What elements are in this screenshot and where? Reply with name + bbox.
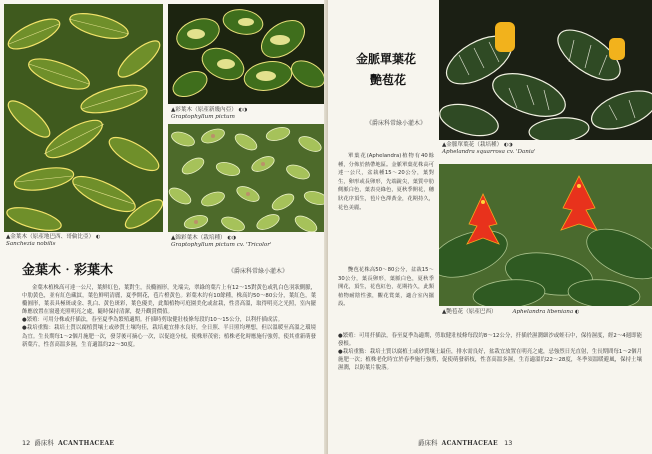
tricolor-caption-latin: Graptophyllum pictum cv. 'Tricolor' xyxy=(171,242,272,248)
zebra-caption-latin: Aphelandra squarrosa cv. 'Dania' xyxy=(442,149,536,155)
light-level-icon: ◐ xyxy=(574,309,580,315)
zebra-caption xyxy=(442,142,536,156)
sanchezia-caption-latin: Sanchezia nobilis xyxy=(6,241,56,247)
series-label: 《爵床科常綠小灌木》 xyxy=(228,268,289,275)
right-page xyxy=(328,0,652,454)
page-title-line2: 艷苞花 xyxy=(370,73,407,87)
graptophyllum-caption xyxy=(171,107,247,121)
light-level-icon: ◐◑ xyxy=(504,142,513,148)
cultivation-paragraph: ●栽培重點：栽培土質以腐植土或砂質壤土最佳，排水需良好，盆栽宜放置在明亮之處，忌強烈日光直射，生長期間每1～2個月施肥一次；植株老化時宜於春季施行強剪，促使萌發新枝，性喜高溫多濕，生育適溫約22～28度，冬季須溫暖避風，保持土壤濕潤，以防葉片脫落。 xyxy=(338,349,642,372)
propagation-paragraph: ●繁殖：可用分株或扦插法，春至夏季為繁殖適期。扦插時剪取健壯枝條每段約10～15公分，以利扦插成活。 xyxy=(22,317,284,324)
propagation-paragraph: ●繁殖：可用扦插法，春至夏季為適期，剪取健壯枝條每段約8～12公分，扦插於濕潤細沙或蛭石中，保持濕度，經2～4週即能發根。 xyxy=(338,333,642,348)
body-paragraph: 金葉木植株高可達一公尺，葉鮮紅色，葉對生，長橢圓形，先端尖，翠綠的葉片上有12～15對黃色或乳白色羽狀側脈，中肋黃色，並有紅色藏紋，葉色鮮明清麗，夏季開花，苞片橙黃色。彩葉木約有10餘種，株高約50～80公分，葉紅色，葉橢圓形，葉表具極斑或金、乳白、黃色斑彩，葉色優美，此類植物可庭園美化或盆栽，性喜高溫，取得明亮之光照，室內擺飾應放置在窗邊光照明亮之處，隨時保持清潔，提升觀賞價值。 xyxy=(22,285,316,316)
intro-text-2 xyxy=(338,266,434,322)
sanchezia-caption-cn: ▲金葉木（原產地巴西、哥倫比亞） xyxy=(6,234,95,240)
right-folio xyxy=(418,438,512,447)
light-level-icon: ◐◑ xyxy=(238,107,248,113)
intro-paragraph-2: 艷苞花株高50～80公分，盆栽15～30公分，葉長卵形，葉脈白色，夏秋季開花，頂生，花苞紅色，花期持久，此類植物耐陰性強，觀花賞葉，適合室內擺設。 xyxy=(338,267,434,308)
tricolor-caption xyxy=(171,235,272,249)
graptophyllum-caption-cn: ▲彩葉木（原產新幾內亞） xyxy=(171,107,237,113)
tricolor-caption-cn: ▲錦彩葉木（栽培種） xyxy=(171,235,226,241)
graptophyllum-caption-latin: Graptophyllum pictum xyxy=(171,114,235,120)
zebra-plant-photo xyxy=(439,0,652,140)
folio-family-cn: 爵床科 xyxy=(34,439,54,447)
page-number: 12 xyxy=(22,439,31,447)
tricolor-photo xyxy=(168,124,328,232)
sanchezia-photo xyxy=(4,4,163,232)
aphelandra-caption-cn: ▲艷苞花（原產巴西） xyxy=(442,309,497,315)
light-level-icon: ◐ xyxy=(96,234,101,240)
series-label: 《爵床科常綠小灌木》 xyxy=(366,120,427,127)
aphelandra-caption-latin: Aphelandra libeniana xyxy=(512,309,574,315)
page-title-line1: 金脈單葉花 xyxy=(356,52,417,66)
body-text xyxy=(338,332,642,430)
light-level-icon: ◐◑ xyxy=(227,235,237,241)
aphelandra-photo xyxy=(439,164,652,306)
aphelandra-caption xyxy=(442,309,579,316)
folio-family-latin: ACANTHACEAE xyxy=(441,440,498,447)
left-folio xyxy=(22,438,114,447)
graptophyllum-photo xyxy=(168,4,328,104)
zebra-caption-cn: ▲金脈單葉花（栽培種） xyxy=(442,142,503,148)
page-title: 金葉木‧彩葉木 xyxy=(22,263,114,278)
intro-paragraph: 單葉花(Aphelandra)植物有40餘種，分佈於熱帶地區。金脈單葉花株高可達一公尺，盆栽種15～20公分，葉對生，卵形或長卵形，先端銳尖，葉質中肋側脈白色，葉表亮綠色，夏秋季開花，穗狀花序頂生，苞片色澤黃金，花期持久，花色美麗。 xyxy=(338,153,434,211)
sanchezia-caption xyxy=(6,234,100,248)
cultivation-paragraph: ●栽培重點：栽培土質以腐植質壤土或砂質土壤均佳，栽培處宜排水良好，全日照、半日照均理想，但以溫暖至高溫之環境為宜。生長期每1～2個月施肥一次，發芽後可摘心一次，以促進分枝，使株形茂密；植株老化時應施行強剪，使其重新萌發新葉片，性喜高溫多濕，生育適溫約22～30度。 xyxy=(22,325,316,348)
page-number: 13 xyxy=(504,439,513,447)
folio-family-cn: 爵床科 xyxy=(418,439,438,447)
folio-family-latin: ACANTHACEAE xyxy=(58,440,115,447)
body-text xyxy=(22,284,316,430)
